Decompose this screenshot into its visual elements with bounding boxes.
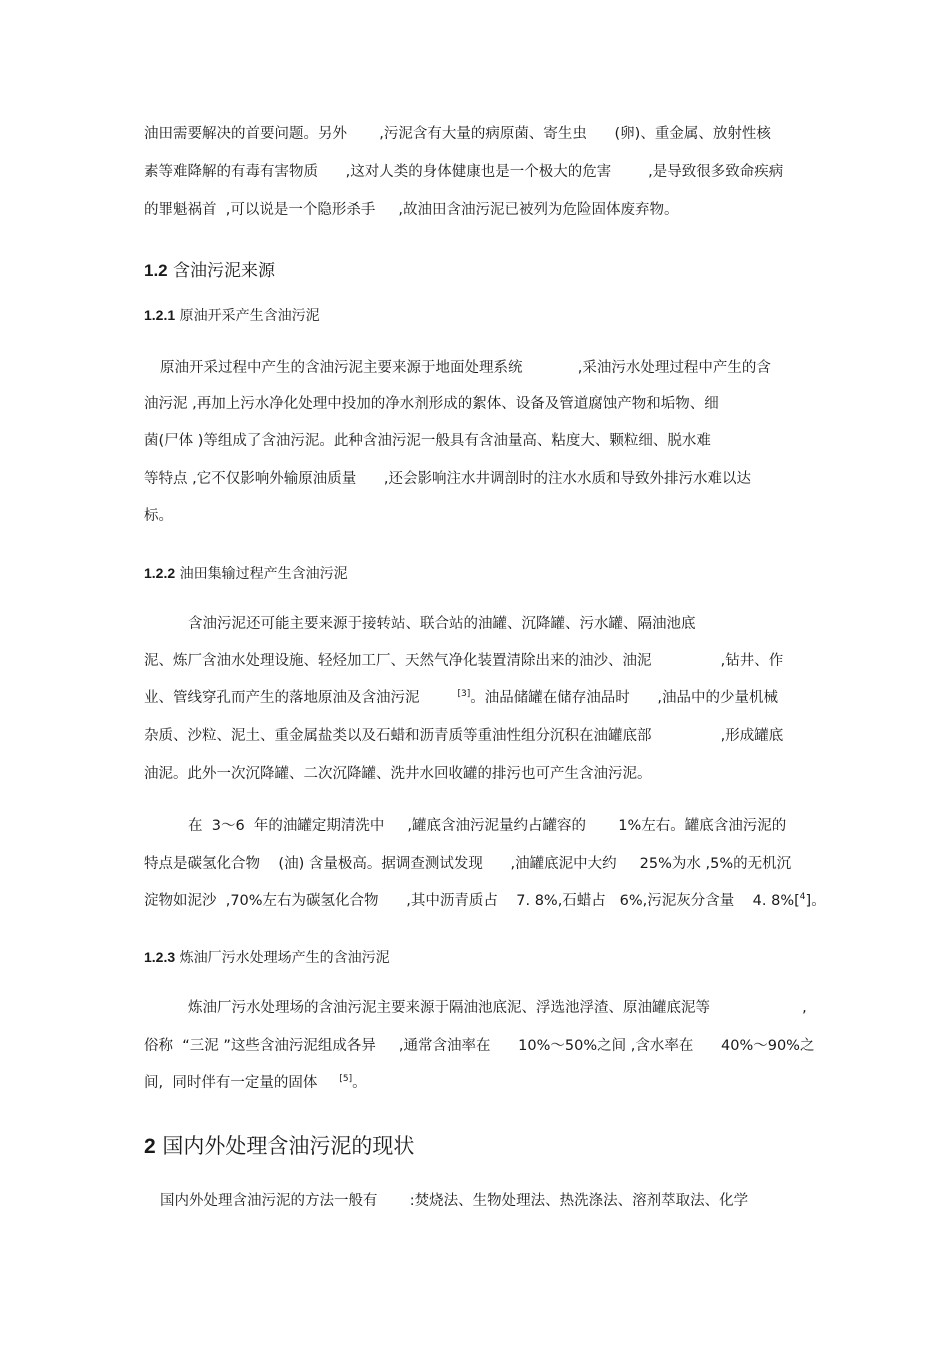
citation-ref[interactable]: [3] [457,689,471,700]
body-text-line: 等特点 ,它不仅影响外输原油质量 ,还会影响注水井调剖时的注水水质和导致外排污水难以达 [144,471,751,487]
body-text-line: 原油开采过程中产生的含油污泥主要来源于地面处理系统 ,采油污水处理过程中产生的含 [160,360,771,376]
body-text-line: 俗称 “三泥 ”这些含油污泥组成各异 ,通常含油率在 10%～50%之间 ,含水率在 40%～90%之 [144,1038,815,1054]
section-heading-1-2: 1.2 含油污泥来源 [144,261,276,281]
body-text-line: 间, 同时伴有一定量的固体 [5]。 [144,1074,367,1091]
body-text-line: 国内外处理含油污泥的方法一般有 :焚烧法、生物处理法、热洗涤法、溶剂萃取法、化学 [160,1193,749,1209]
body-text-line: 泥、炼厂含油水处理设施、轻烃加工厂、天然气净化装置清除出来的油沙、油泥 ,钻井、作 [144,653,784,669]
section-heading-2: 2 国内外处理含油污泥的现状 [144,1134,415,1158]
body-text-line: 淀物如泥沙 ,70%左右为碳氢化合物 ,其中沥青质占 7. 8%,石蜡占 6%,污泥灰分含量 4. 8%[$^4$]。 [144,892,826,909]
subsection-heading-1-2-2: 1.2.2 油田集输过程产生含油污泥 [144,565,348,582]
body-text-line: 油污泥 ,再加上污水净化处理中投加的净水剂形成的絮体、设备及管道腐蚀产物和垢物、细 [144,396,719,412]
body-text-line: 的罪魁祸首 ,可以说是一个隐形杀手 ,故油田含油污泥已被列为危险固体废弃物。 [144,202,679,218]
body-text-line: 含油污泥还可能主要来源于接转站、联合站的油罐、沉降罐、污水罐、隔油池底 [188,616,696,632]
body-text-line: 菌(尸体 )等组成了含油污泥。此种含油污泥一般具有含油量高、粘度大、颗粒细、脱水难 [144,433,711,449]
subsection-heading-1-2-1: 1.2.1 原油开采产生含油污泥 [144,307,320,324]
body-text-line: 杂质、沙粒、泥土、重金属盐类以及石蜡和沥青质等重油性组分沉积在油罐底部 ,形成罐底 [144,728,784,744]
citation-ref[interactable]: [5] [339,1074,353,1085]
body-text-line: 标。 [144,508,173,524]
body-text-line: 素等难降解的有毒有害物质 ,这对人类的身体健康也是一个极大的危害 ,是导致很多致命疾病 [144,164,784,180]
body-text-line: 业、管线穿孔而产生的落地原油及含油污泥 [3]。油品储罐在储存油品时 ,油品中的少量机械 [144,689,779,706]
body-text-line: 油泥。此外一次沉降罐、二次沉降罐、洗井水回收罐的排污也可产生含油污泥。 [144,766,652,782]
citation-ref[interactable]: 4 [799,892,806,903]
body-text-line: 油田需要解决的首要问题。另外 ,污泥含有大量的病原菌、寄生虫 (卵)、重金属、放射性核 [144,126,771,142]
body-text-line: 在 3～6 年的油罐定期清洗中 ,罐底含油污泥量约占罐容的 1%左右。罐底含油污泥的 [188,818,787,834]
subsection-heading-1-2-3: 1.2.3 炼油厂污水处理场产生的含油污泥 [144,949,390,966]
body-text-line: 特点是碳氢化合物 (油) 含量极高。据调查测试发现 ,油罐底泥中大约 25%为水 ,5%的无机沉 [144,856,792,872]
body-text-line: 炼油厂污水处理场的含油污泥主要来源于隔油池底泥、浮选池浮渣、原油罐底泥等 , [188,1000,807,1016]
